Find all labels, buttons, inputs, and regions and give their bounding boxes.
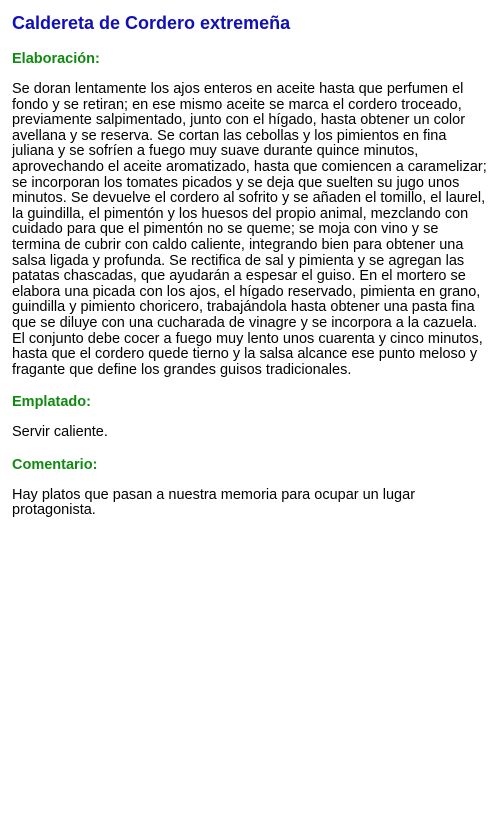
section-text-emplatado: Servir caliente.: [12, 424, 108, 441]
section-text-elaboracion: Se doran lentamente los ajos enteros en aceite hasta que perfumen el fondo y se retiran; en ese mismo aceite se marca el cordero troceado, previamente salpimentado, junto con el hígado, hasta obtener un color avellana y se reserva. Se cortan las cebollas y los pimientos en fina juliana y se sofríen a fuego muy suave durante quince minutos, aprovechando el aceite aromatizado, hasta que comiencen a caramelizar; se incorporan los tomates picados y se deja que suelten su jugo unos minutos. Se devuelve el cordero al sofrito y se añaden el tomillo, el laurel, la guindilla, el pimentón y los huesos del propio animal, mezclando con cuidado para que el pimentón no se queme; se moja con vino y se termina de cubrir con caldo caliente, integrando bien para obtener una salsa ligada y profunda. Se rectifica de sal y pimienta y se agregan las patatas chascadas, que ayudarán a espesar el guiso. En el mortero se elabora una picada con los ajos, el hígado reservado, pimienta en grano, guindilla y pimiento choricero, trabajándola hasta obtener una pasta fina que se diluye con una cucharada de vinagre y se incorpora a la cazuela. El conjunto debe cocer a fuego muy lento unos cuarenta y cinco minutos, hasta que el cordero quede tierno y la salsa alcance ese punto meloso y fragante que define los grandes guisos tradicionales.: [12, 81, 487, 378]
section-heading-elaboracion: Elaboración:: [12, 51, 100, 67]
page-title: Caldereta de Cordero extremeña: [12, 13, 291, 33]
section-text-comentario: Hay platos que pasan a nuestra memoria para ocupar un lugar protagonista.: [12, 486, 416, 519]
section-heading-comentario: Comentario:: [12, 456, 98, 473]
section-heading-emplatado: Emplatado:: [12, 394, 91, 411]
